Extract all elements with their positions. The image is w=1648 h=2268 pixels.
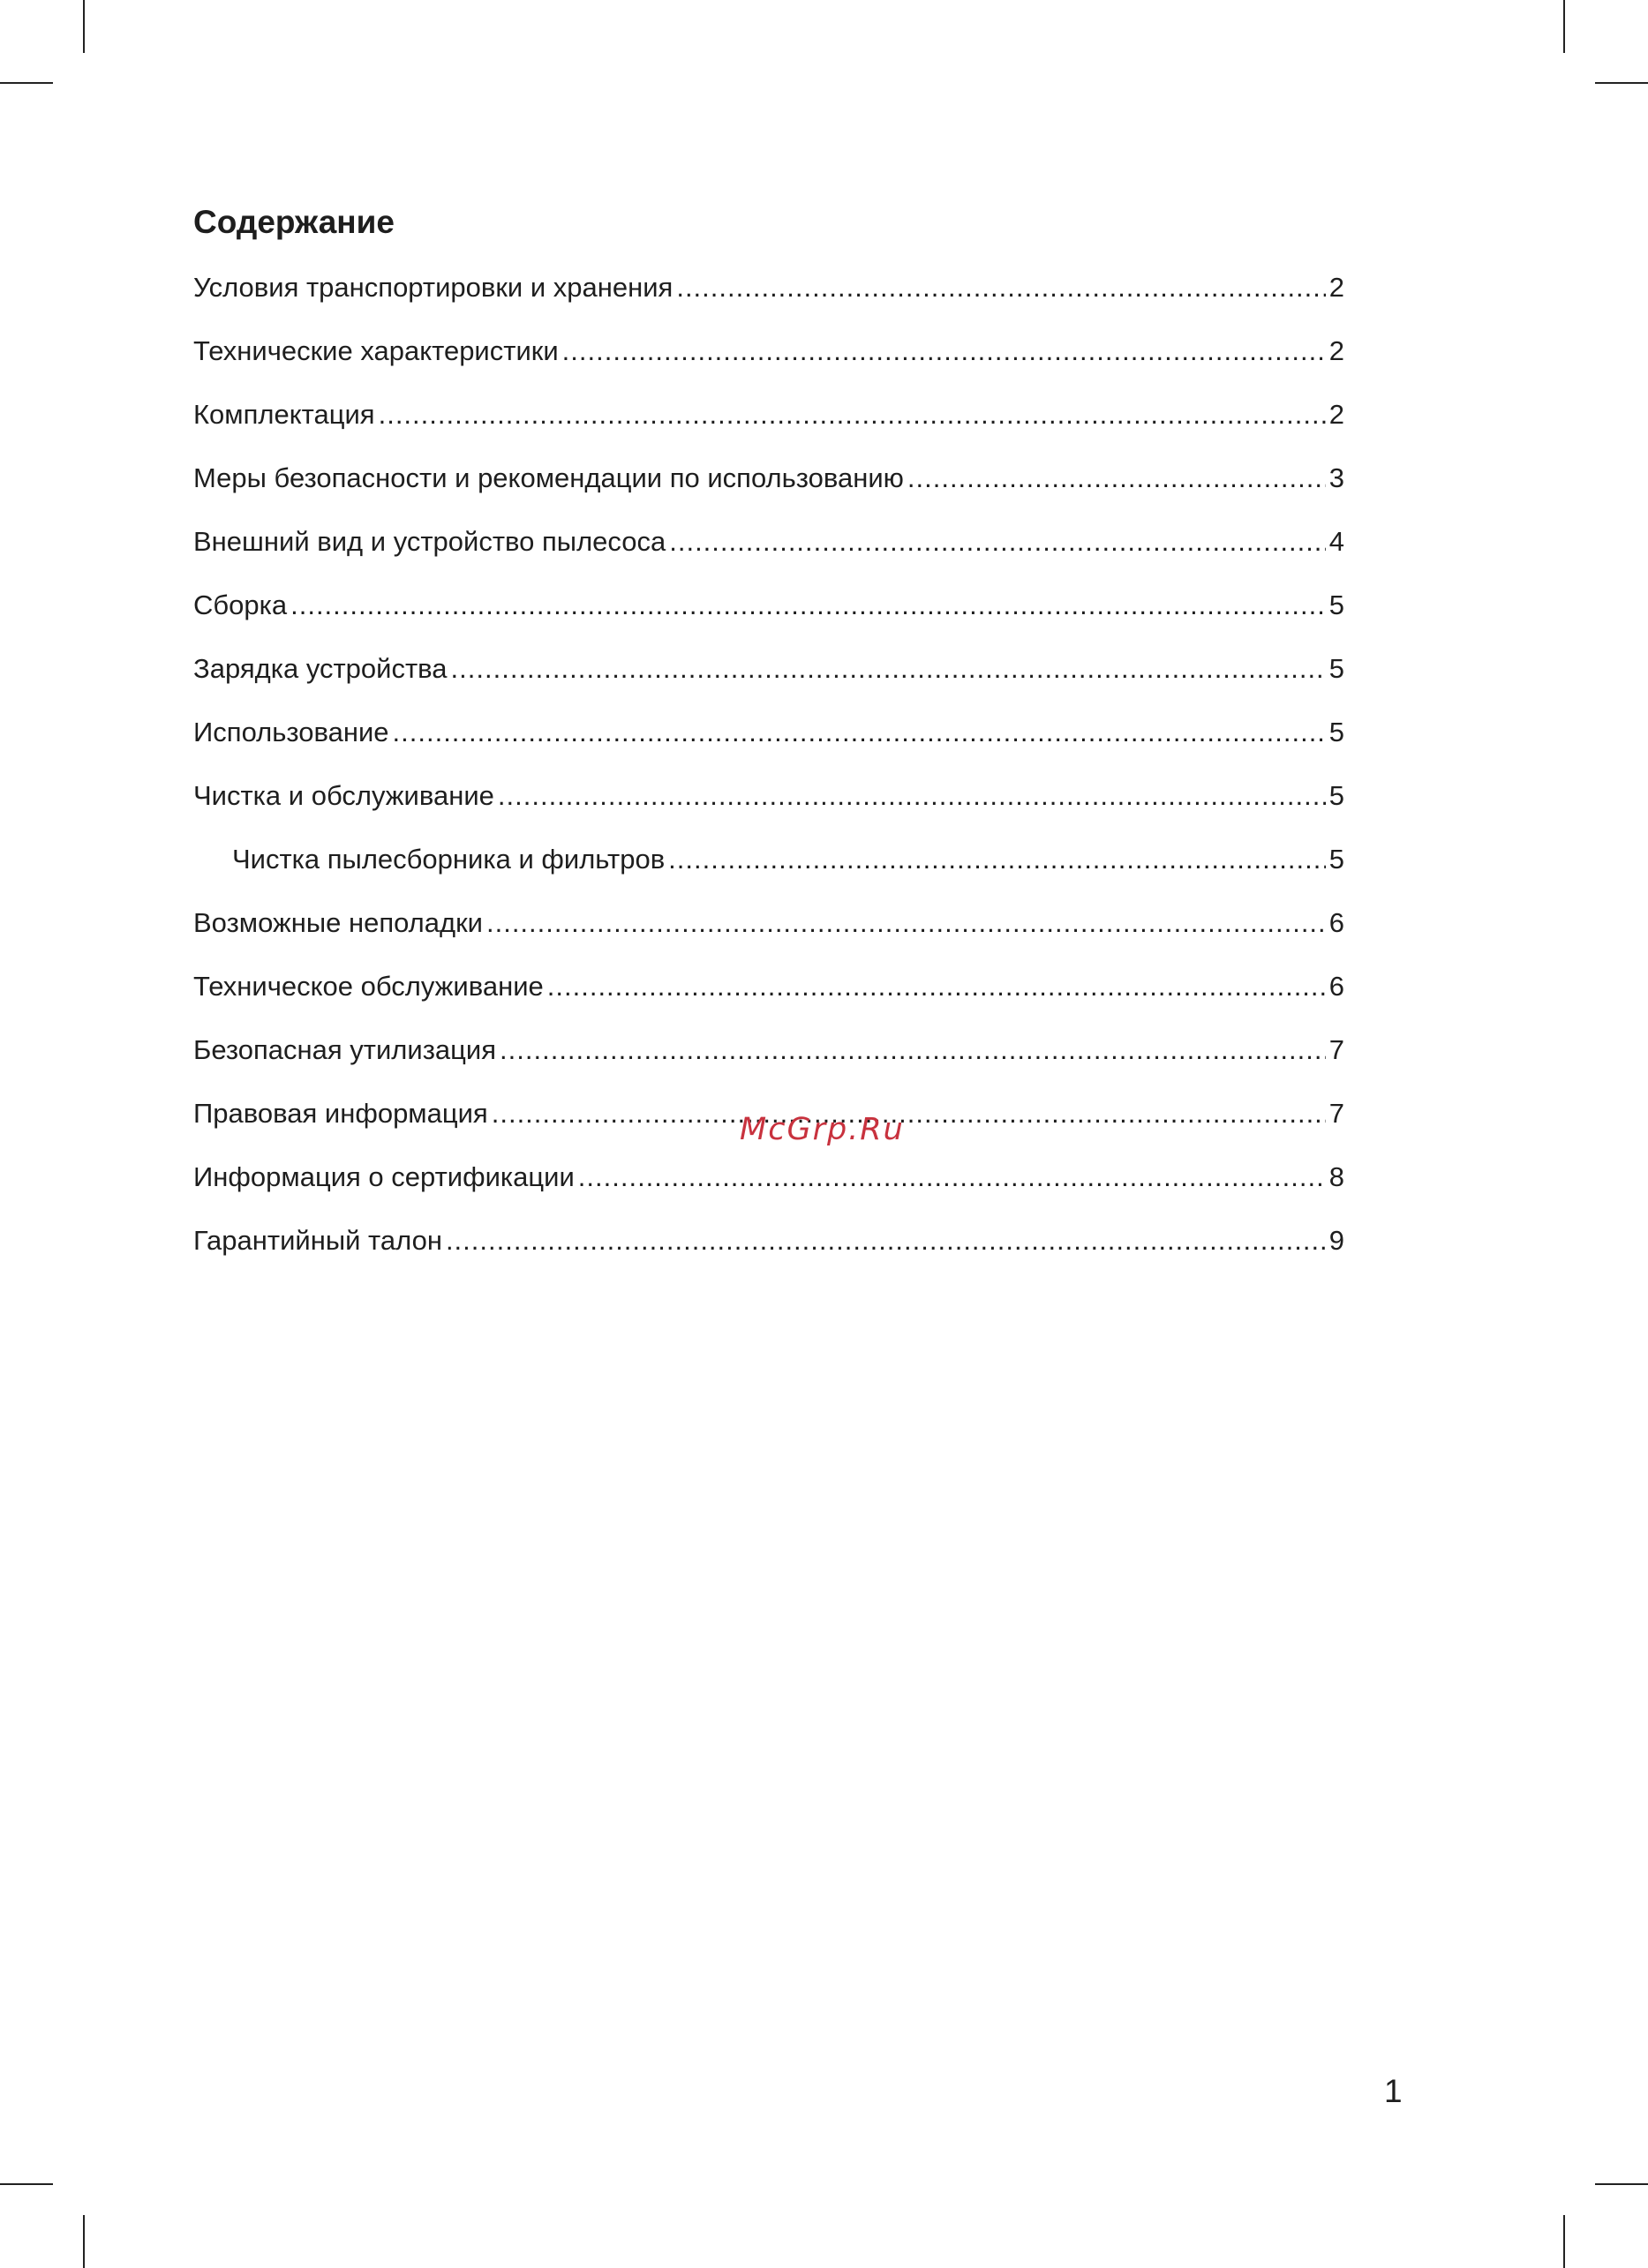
toc-entry-label: Меры безопасности и рекомендации по использованию — [193, 462, 904, 493]
toc-dot-leader — [547, 964, 1326, 1010]
crop-mark-bottom-right-vertical — [1563, 2215, 1565, 2268]
toc-dot-leader — [676, 265, 1325, 311]
toc-entry-label: Внешний вид и устройство пылесоса — [193, 526, 666, 557]
toc-entry-label: Техническое обслуживание — [193, 971, 544, 1002]
toc-entry[interactable] — [193, 646, 1344, 710]
toc-dot-leader — [907, 455, 1326, 501]
toc-entry[interactable] — [193, 392, 1344, 455]
toc-dot-leader — [500, 1027, 1326, 1073]
watermark: McGrp.Ru — [740, 1112, 905, 1147]
toc-dot-leader — [486, 900, 1326, 946]
toc-entry[interactable] — [193, 773, 1344, 837]
toc-dot-leader — [492, 1091, 1326, 1137]
toc-entry[interactable] — [193, 1027, 1344, 1091]
toc-entry-page: 6 — [1328, 971, 1344, 1002]
toc-entry[interactable] — [193, 900, 1344, 964]
crop-mark-bottom-left-horizontal — [0, 2183, 53, 2185]
crop-mark-top-right-horizontal — [1595, 82, 1648, 84]
toc-entry-label: Чистка и обслуживание — [193, 780, 494, 811]
toc-entry-page: 5 — [1328, 653, 1344, 684]
toc-entry-label: Гарантийный талон — [193, 1225, 442, 1256]
page-title: Содержание — [193, 204, 395, 240]
toc-dot-leader — [451, 646, 1326, 692]
toc-entry-label: Зарядка устройства — [193, 653, 448, 684]
toc-dot-leader — [562, 328, 1326, 374]
toc-entry-label: Информация о сертификации — [193, 1161, 575, 1192]
toc-dot-leader — [498, 773, 1326, 819]
crop-mark-top-right-vertical — [1563, 0, 1565, 53]
toc-entry-page: 3 — [1328, 462, 1344, 493]
crop-mark-bottom-left-vertical — [83, 2215, 85, 2268]
crop-mark-bottom-right-horizontal — [1595, 2183, 1648, 2185]
toc-entry[interactable] — [193, 455, 1344, 519]
toc-entry[interactable] — [193, 582, 1344, 646]
toc-dot-leader — [393, 710, 1326, 755]
toc-entry-label: Сборка — [193, 590, 288, 620]
toc-dot-leader — [290, 582, 1326, 628]
toc-entry-page: 5 — [1328, 717, 1344, 747]
toc-dot-leader — [578, 1154, 1326, 1200]
toc-dot-leader — [379, 392, 1326, 438]
toc-entry-label: Правовая информация — [193, 1098, 488, 1129]
toc-subentry[interactable] — [193, 837, 1344, 900]
toc-entry-label: Безопасная утилизация — [193, 1034, 497, 1065]
toc-dot-leader — [669, 519, 1326, 565]
toc-dot-leader — [668, 837, 1326, 882]
toc-entry[interactable] — [193, 519, 1344, 582]
toc-entry-label: Использование — [193, 717, 389, 747]
toc-entry-page: 2 — [1328, 399, 1344, 430]
toc-entry-label: Условия транспортировки и хранения — [193, 272, 673, 303]
crop-mark-top-left-vertical — [83, 0, 85, 53]
crop-mark-top-left-horizontal — [0, 82, 53, 84]
toc-entry-page: 4 — [1328, 526, 1344, 557]
toc-entry-label: Возможные неполадки — [193, 907, 483, 938]
toc-entry-page: 2 — [1328, 272, 1344, 303]
toc-entry-page: 7 — [1328, 1098, 1344, 1129]
toc-dot-leader — [446, 1218, 1326, 1264]
toc-entry-page: 8 — [1328, 1161, 1344, 1192]
toc-entry-label: Комплектация — [193, 399, 375, 430]
toc-entry-page: 6 — [1328, 907, 1344, 938]
page-number: 1 — [1384, 2073, 1403, 2109]
toc-entry[interactable] — [193, 328, 1344, 392]
toc-entry-page: 5 — [1328, 590, 1344, 620]
toc-entry-page: 9 — [1328, 1225, 1344, 1256]
toc-entry-page: 5 — [1328, 844, 1344, 875]
toc-entry-page: 7 — [1328, 1034, 1344, 1065]
toc-entry[interactable] — [193, 265, 1344, 328]
toc-entry-page: 5 — [1328, 780, 1344, 811]
toc-entry-label: Чистка пылесборника и фильтров — [232, 844, 666, 875]
toc-entry-label: Технические характеристики — [193, 335, 559, 366]
toc-entry[interactable] — [193, 964, 1344, 1027]
toc-entry[interactable] — [193, 710, 1344, 773]
toc-entry[interactable] — [193, 1218, 1344, 1281]
toc-entry[interactable] — [193, 1154, 1344, 1218]
toc-entry-page: 2 — [1328, 335, 1344, 366]
